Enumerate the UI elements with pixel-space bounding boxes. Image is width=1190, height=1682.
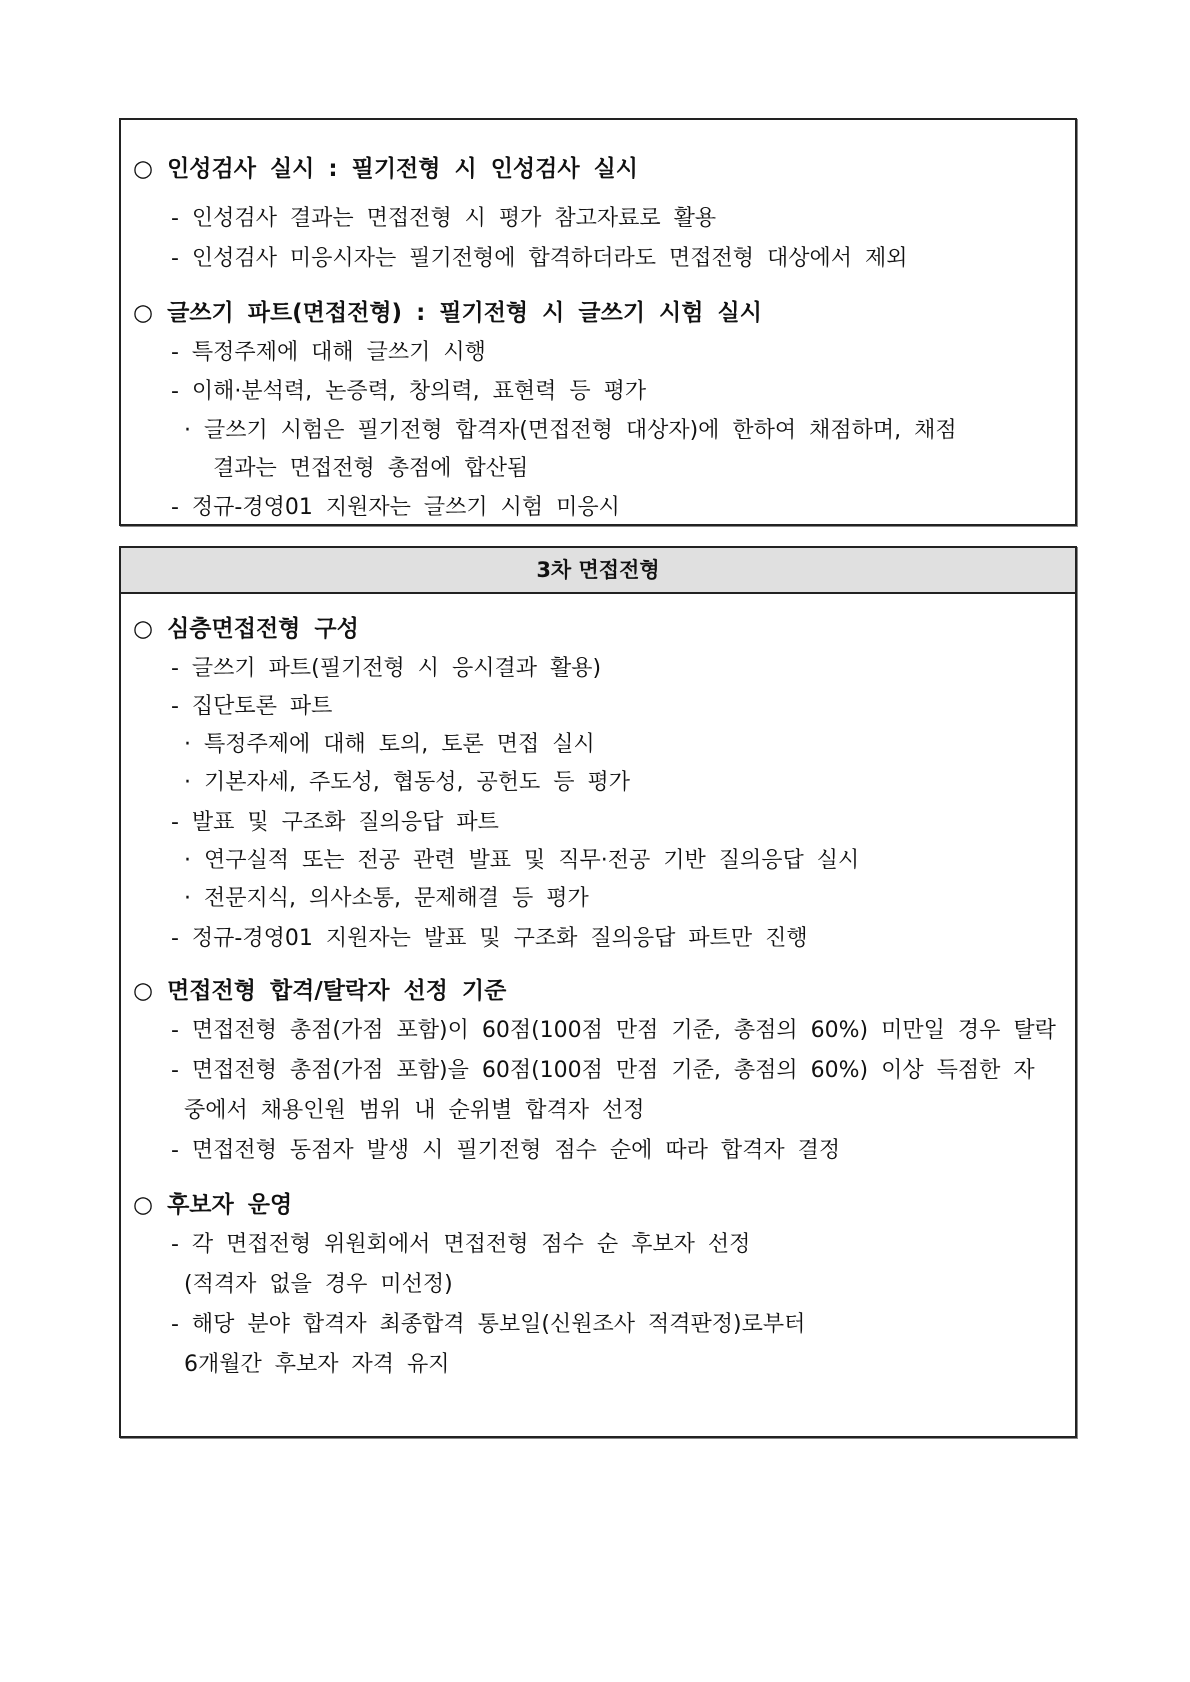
list-item: - 면접전형 동점자 발생 시 필기전형 점수 순에 따라 합격자 결정 <box>171 1138 841 1163</box>
list-item: 중에서 채용인원 범위 내 순위별 합격자 선정 <box>184 1098 645 1123</box>
list-item: · 연구실적 또는 전공 관련 발표 및 직무·전공 기반 질의응답 실시 <box>184 848 860 873</box>
list-item: - 각 면접전형 위원회에서 면접전형 점수 순 후보자 선정 <box>171 1232 751 1257</box>
section-heading-personality-test: ○ 인성검사 실시 : 필기전형 시 인성검사 실시 <box>133 156 639 182</box>
list-item: - 인성검사 미응시자는 필기전형에 합격하더라도 면접전형 대상에서 제외 <box>171 246 908 271</box>
list-item: - 인성검사 결과는 면접전형 시 평가 참고자료로 활용 <box>171 206 717 231</box>
list-item: - 정규-경영01 지원자는 발표 및 구조화 질의응답 파트만 진행 <box>171 926 808 951</box>
list-item: - 면접전형 총점(가점 포함)이 60점(100점 만점 기준, 총점의 60%) 미만일 경우 탈락 <box>171 1018 1056 1043</box>
interview-stage-box <box>119 546 1077 1438</box>
list-item: (적격자 없을 경우 미선정) <box>184 1272 453 1297</box>
list-item: - 글쓰기 파트(필기전형 시 응시결과 활용) <box>171 656 602 681</box>
section-heading-candidate-pool: ○ 후보자 운영 <box>133 1192 293 1218</box>
list-item: 결과는 면접전형 총점에 합산됨 <box>213 456 529 481</box>
section-heading-writing-part: ○ 글쓰기 파트(면접전형) : 필기전형 시 글쓰기 시험 실시 <box>133 300 762 326</box>
section-heading-interview-structure: ○ 심층면접전형 구성 <box>133 616 359 642</box>
section-heading-pass-fail-criteria: ○ 면접전형 합격/탈락자 선정 기준 <box>133 978 507 1004</box>
list-item: · 글쓰기 시험은 필기전형 합격자(면접전형 대상자)에 한하여 채점하며, 채점 <box>184 418 957 443</box>
list-item: - 해당 분야 합격자 최종합격 통보일(신원조사 적격판정)로부터 <box>171 1312 806 1337</box>
list-item: 6개월간 후보자 자격 유지 <box>184 1352 450 1377</box>
list-item: - 이해·분석력, 논증력, 창의력, 표현력 등 평가 <box>171 379 647 404</box>
interview-stage-title: 3차 면접전형 <box>121 548 1075 594</box>
list-item: - 정규-경영01 지원자는 글쓰기 시험 미응시 <box>171 495 620 520</box>
list-item: · 전문지식, 의사소통, 문제해결 등 평가 <box>184 886 589 911</box>
list-item: · 기본자세, 주도성, 협동성, 공헌도 등 평가 <box>184 770 630 795</box>
list-item: - 면접전형 총점(가점 포함)을 60점(100점 만점 기준, 총점의 60%) 이상 득점한 자 <box>171 1058 1035 1083</box>
screening-info-box <box>119 118 1077 526</box>
list-item: - 발표 및 구조화 질의응답 파트 <box>171 810 499 835</box>
list-item: - 집단토론 파트 <box>171 694 333 719</box>
list-item: · 특정주제에 대해 토의, 토론 면접 실시 <box>184 732 595 757</box>
list-item: - 특정주제에 대해 글쓰기 시행 <box>171 340 486 365</box>
